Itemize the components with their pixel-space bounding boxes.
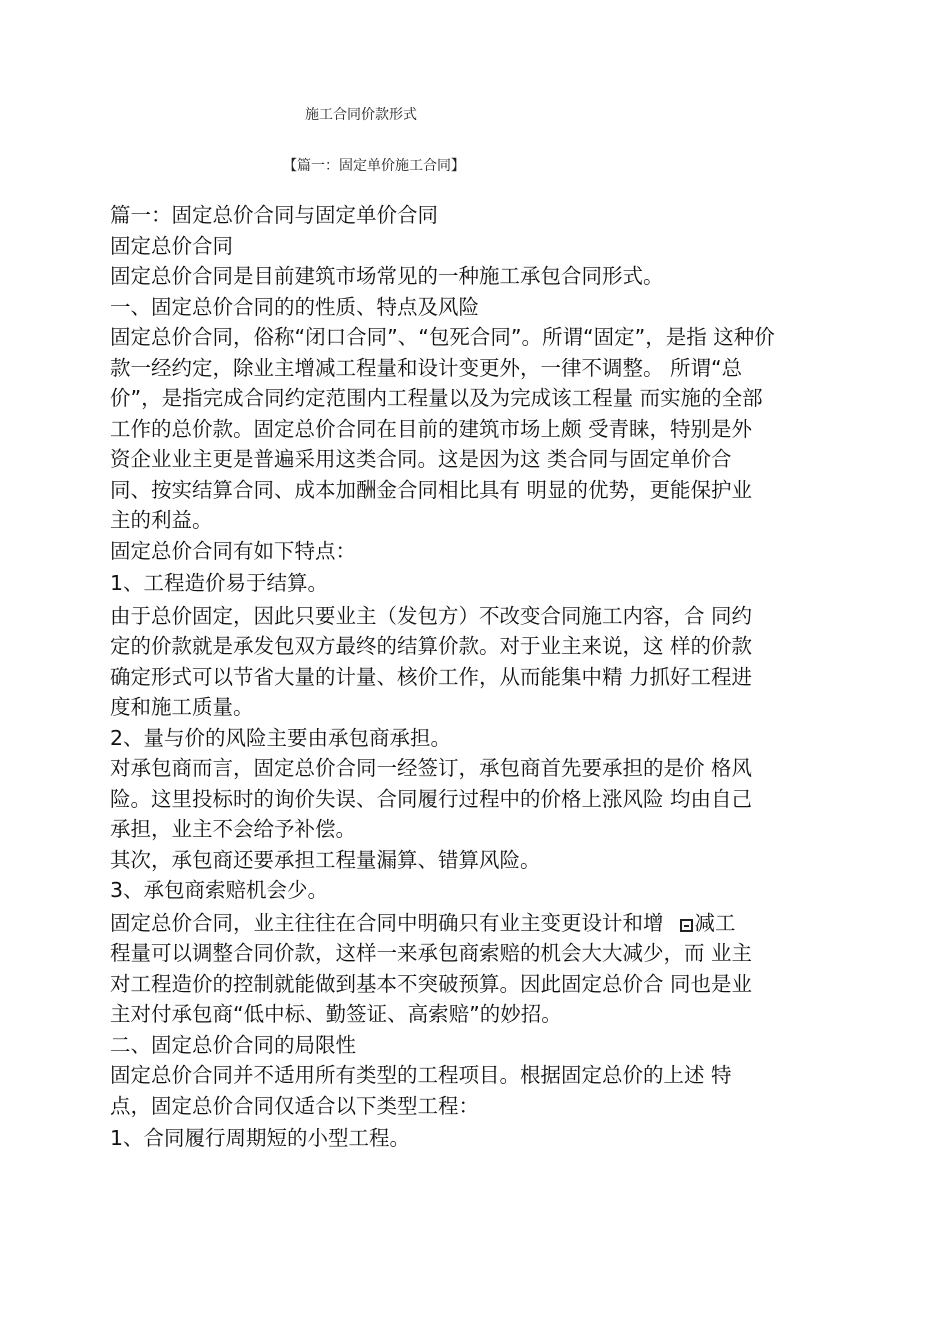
- paragraph-line: 固定总价合同，俗称“闭口合同”、“包死合同”。所谓“固定”，是指 这种价: [110, 325, 775, 349]
- paragraph-line-end: 减工: [694, 910, 736, 935]
- section-heading: 篇一：固定总价合同与固定单价合同: [110, 203, 438, 227]
- paragraph-line: [110, 908, 870, 939]
- paragraph-line: 资企业业主更是普遍采用这类合同。这是因为这 类合同与固定单价合: [110, 447, 732, 471]
- paragraph-line: 对承包商而言，固定总价合同一经签订，承包商首先要承担的是价 格风: [110, 756, 753, 780]
- paragraph-line: 度和施工质量。: [110, 695, 254, 719]
- paragraph-line: 定的价款就是承发包双方最终的结算价款。对于业主来说，这 样的价款: [110, 634, 753, 658]
- paragraph-line: 点，固定总价合同仅适合以下类型工程：: [110, 1093, 479, 1118]
- paragraph-line: 工作的总价款。固定总价合同在目前的建筑市场上颇 受青睐，特别是外: [110, 416, 753, 441]
- paragraph-line: 固定总价合同是目前建筑市场常见的一种施工承包合同形式。: [110, 264, 664, 288]
- list-item: 1、合同履行周期短的小型工程。: [110, 1126, 411, 1150]
- paragraph-line: 对工程造价的控制就能做到基本不突破预算。因此固定总价合 同也是业: [110, 971, 753, 996]
- paragraph-line: 价”，是指完成合同约定范围内工程量以及为完成该工程量 而实施的全部: [110, 386, 763, 410]
- paragraph-line: 主的利益。: [110, 508, 213, 532]
- paragraph-line: 承担，业主不会给予补偿。: [110, 817, 356, 841]
- paragraph-line: 由于总价固定，因此只要业主（发包方）不改变合同施工内容，合 同约: [110, 603, 753, 628]
- paragraph-line: 确定形式可以节省大量的计量、核价工作，从而能集中精 力抓好工程进: [110, 664, 753, 689]
- sub-heading: 固定总价合同: [110, 233, 233, 258]
- paragraph-line: 主对付承包商“低中标、勤签证、高索赔”的妙招。: [110, 1002, 562, 1026]
- paragraph-line: 固定总价合同并不适用所有类型的工程项目。根据固定总价的上述 特: [110, 1063, 732, 1087]
- paragraph-line: 险。这里投标时的询价失误、合同履行过程中的价格上涨风险 均由自己: [110, 786, 753, 811]
- paragraph-line: 款一经约定，除业主增减工程量和设计变更外，一律不调整。 所谓“总: [110, 355, 743, 380]
- paragraph-line: 程量可以调整合同价款，这样一来承包商索赔的机会大大减少，而 业主: [110, 941, 753, 965]
- list-item: 2、量与价的风险主要由承包商承担。: [110, 725, 452, 750]
- document-title: 施工合同价款形式: [305, 107, 417, 123]
- sub-heading: 二、固定总价合同的局限性: [110, 1032, 356, 1057]
- document-subtitle: 【篇一：固定单价施工合同】: [283, 158, 465, 174]
- image-placeholder-icon: [680, 919, 693, 932]
- list-item: 1、工程造价易于结算。: [110, 571, 329, 595]
- paragraph-line-start: 固定总价合同，业主往往在合同中明确只有业主变更设计和增: [110, 910, 664, 935]
- paragraph-line: 其次，承包商还要承担工程量漏算、错算风险。: [110, 847, 541, 872]
- sub-heading: 一、固定总价合同的的性质、特点及风险: [110, 294, 479, 319]
- paragraph-line: 固定总价合同有如下特点：: [110, 538, 356, 563]
- document-body: [110, 200, 870, 1154]
- paragraph-line: 同、按实结算合同、成本加酬金合同相比具有 明显的优势，更能保护业: [110, 477, 753, 502]
- list-item: 3、承包商索赔机会少。: [110, 878, 329, 902]
